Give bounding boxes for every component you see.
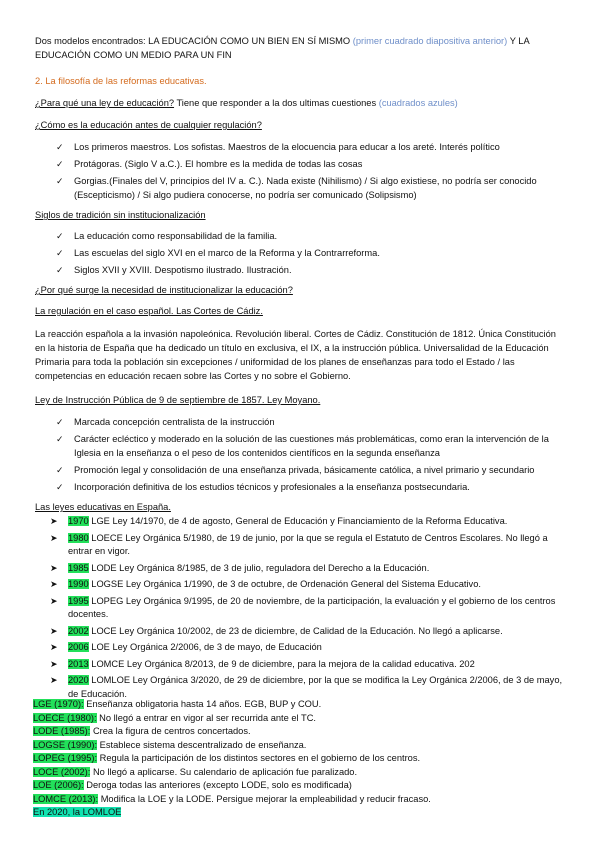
laws-list xyxy=(50,515,565,704)
arrow-icon: ➤ xyxy=(50,532,58,543)
intro-paragraph: Dos modelos encontrados: LA EDUCACIÓN COMO UN BIEN EN SÍ MISMO (primer cuadrado diapositiva anterior) Y LA EDUCACIÓN COMO UN MEDIO PARA UN FIN xyxy=(35,36,530,60)
subheading-laws: Las leyes educativas en España. xyxy=(35,502,171,512)
checklist-moyano xyxy=(56,415,565,497)
summary-line: LOPEG (1995): Regula la participación de los distintos sectores en el gobierno de los centros. xyxy=(33,753,421,763)
checkmark-icon: ✓ xyxy=(56,434,64,444)
arrow-icon: ➤ xyxy=(50,658,58,669)
law-item: ➤ 1980 LOECE Ley Orgánica 5/1980, de 19 de junio, por la que se regula el Estatuto de Centros Escolares. No llegó a entrar en vigor. xyxy=(50,532,548,556)
list-item: ✓ Protágoras. (Siglo V a.C.). El hombre es la medida de todas las cosas xyxy=(56,159,363,169)
arrow-icon: ➤ xyxy=(50,625,58,636)
summary-line: LOECE (1980): No llegó a entrar en vigor al ser recurrida ante el TC. xyxy=(33,712,317,723)
question-2: ¿Cómo es la educación antes de cualquier regulación? xyxy=(35,120,262,130)
checklist-origins xyxy=(56,140,565,205)
checkmark-icon: ✓ xyxy=(56,176,64,186)
arrow-icon: ➤ xyxy=(50,562,58,573)
checkmark-icon: ✓ xyxy=(56,417,64,427)
list-item: ✓ Las escuelas del siglo XVI en el marco de la Reforma y la Contrarreforma. xyxy=(56,248,380,258)
section-heading: 2. La filosofía de las reformas educativas. xyxy=(35,76,207,86)
summary-line: LODE (1985): Crea la figura de centros concertados. xyxy=(33,726,251,736)
law-item: ➤ 2002 LOCE Ley Orgánica 10/2002, de 23 de diciembre, de Calidad de la Educación. No llegó a aplicarse. xyxy=(50,625,565,639)
question-1: ¿Para qué una ley de educación? Tiene que responder a la dos ultimas cuestiones (cuadrados azules) xyxy=(35,98,458,108)
arrow-icon: ➤ xyxy=(50,579,58,589)
arrow-icon: ➤ xyxy=(50,642,58,652)
law-item: ➤ 1995 LOPEG Ley Orgánica 9/1995, de 20 de noviembre, de la participación, la evaluación y el gobierno de los centros docentes. xyxy=(50,595,556,619)
laws-summary xyxy=(33,698,565,820)
law-item: ➤ 1990 LOGSE Ley Orgánica 1/1990, de 3 de octubre, de Ordenación General del Sistema Educativo. xyxy=(50,578,565,592)
checkmark-icon: ✓ xyxy=(56,265,64,275)
list-item: ✓ Promoción legal y consolidación de una enseñanza privada, básicamente católica, a nivel primario y secundario xyxy=(56,465,535,475)
law-item: ➤ 2013 LOMCE Ley Orgánica 8/2013, de 9 de diciembre, para la mejora de la calidad educativa. 202 xyxy=(50,658,565,672)
summary-line: LOE (2006): Deroga todas las anteriores (excepto LODE, solo es modificada) xyxy=(33,780,352,790)
arrow-icon: ➤ xyxy=(50,595,58,606)
paragraph-cadiz: La reacción española a la invasión napoleónica. Revolución liberal. Cortes de Cádiz. Constitución de 1812. Única Constitución en la historia de España que ha dedicado un título en exclusiva, el IX, a la instrucción pública. Universalidad de la Educación Primaria para toda la población sin excepciones / uniformidad de los planes de enseñanzas para todo el Estado / las competencias en educación recaen sobre las Cortes y no sobre el Gobierno. xyxy=(35,329,556,381)
summary-line: LOMCE (2013): Modifica la LOE y la LODE. Persigue mejorar la empleabilidad y reducir fracaso. xyxy=(33,793,431,804)
checkmark-icon: ✓ xyxy=(56,248,64,258)
checkmark-icon: ✓ xyxy=(56,482,64,492)
subheading-tradition: Siglos de tradición sin institucionalización xyxy=(35,210,206,220)
list-item: ✓ Marcada concepción centralista de la instrucción xyxy=(56,417,275,427)
checklist-tradition xyxy=(56,229,565,280)
list-item: ✓ Carácter ecléctico y moderado en la solución de las cuestiones más problemáticas, como eran la intervención de la Iglesia en la enseñanza o el peso de los contenidos científicos en la segunda enseñanza xyxy=(56,434,549,458)
list-item: ✓ La educación como responsabilidad de la familia. xyxy=(56,231,278,241)
list-item: ✓ Incorporación definitiva de los estudios técnicos y profesionales a la enseñanza postsecundaria. xyxy=(56,482,470,492)
arrow-icon: ➤ xyxy=(50,675,58,685)
list-item: ✓ Los primeros maestros. Los sofistas. Maestros de la elocuencia para educar a los areté. Interés político xyxy=(56,142,500,152)
list-item: ✓ Siglos XVII y XVIII. Despotismo ilustrado. Ilustración. xyxy=(56,265,292,275)
checkmark-icon: ✓ xyxy=(56,159,64,169)
checkmark-icon: ✓ xyxy=(56,231,64,241)
arrow-icon: ➤ xyxy=(50,516,58,526)
summary-line: LOCE (2002): No llegó a aplicarse. Su calendario de aplicación fue paralizado. xyxy=(33,766,358,777)
checkmark-icon: ✓ xyxy=(56,142,64,152)
law-item: ➤ 2006 LOE Ley Orgánica 2/2006, de 3 de mayo, de Educación xyxy=(50,641,565,655)
summary-line: En 2020, la LOMLOE xyxy=(33,807,122,817)
summary-line: LGE (1970): Enseñanza obligatoria hasta 14 años. EGB, BUP y COU. xyxy=(33,699,322,709)
law-item: ➤ 1985 LODE Ley Orgánica 8/1985, de 3 de julio, reguladora del Derecho a la Educación. xyxy=(50,562,565,576)
subheading-moyano: Ley de Instrucción Pública de 9 de septiembre de 1857. Ley Moyano. xyxy=(35,395,321,405)
checkmark-icon: ✓ xyxy=(56,465,64,475)
question-3: ¿Por qué surge la necesidad de institucionalizar la educación? xyxy=(35,285,293,295)
summary-line: LOGSE (1990): Establece sistema descentralizado de enseñanza. xyxy=(33,739,307,750)
subheading-cadiz: La regulación en el caso español. Las Cortes de Cádiz. xyxy=(35,306,263,316)
list-item: ✓ Gorgias.(Finales del V, principios del IV a. C.). Nada existe (Nihilismo) / Si algo existiese, no podría ser conocido (Escepticismo) / Si algo pudiera conocerse, no podría ser comunicado (Solipsismo) xyxy=(56,176,537,200)
law-item: ➤ 1970 LGE Ley 14/1970, de 4 de agosto, General de Educación y Financiamiento de la Reforma Educativa. xyxy=(50,515,565,529)
law-item: ➤ 2020 LOMLOE Ley Orgánica 3/2020, de 29 de diciembre, por la que se modifica la Ley Orgánica 2/2006, de 3 de mayo, de Educación. xyxy=(50,675,563,699)
